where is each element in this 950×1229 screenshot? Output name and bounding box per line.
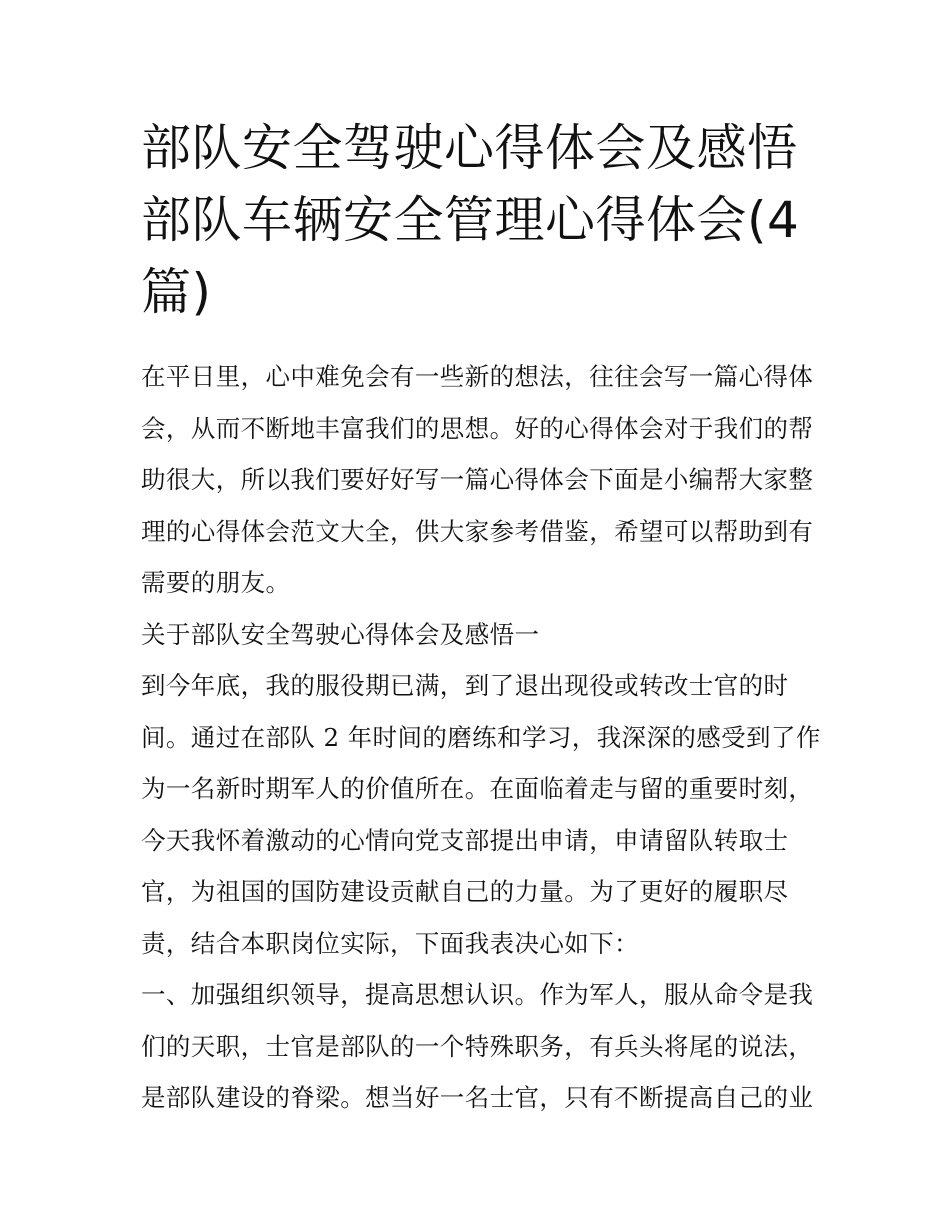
text-line: 们的天职，士官是部队的一个特殊职务，有兵头将尾的说法， [141,1031,814,1061]
title-line: 部队车辆安全管理心得体会(4 [141,191,800,249]
text-line: 是部队建设的脊梁。想当好一名士官，只有不断提高自己的业 [141,1083,814,1112]
text-line: 在平日里，心中难免会有一些新的想法，往往会写一篇心得体 [141,362,814,391]
document-title [141,112,821,328]
text-line: 助很大，所以我们要好好写一篇心得体会下面是小编帮大家整 [141,465,814,494]
title-line: 篇) [141,263,212,321]
section-heading [141,609,821,661]
text-line: 理的心得体会范文大全，供大家参考借鉴，希望可以帮助到有 [141,516,814,546]
text-line: 会，从而不断地丰富我们的思想。好的心得体会对于我们的帮 [141,413,814,443]
text-line: 关于部队安全驾驶心得体会及感悟一 [141,619,540,649]
text-line: 官，为祖国的国防建设贡献自己的力量。为了更好的履职尽 [141,877,789,906]
title-line: 部队安全驾驶心得体会及感悟 [141,119,798,177]
body-paragraph [141,969,821,1124]
text-line: 今天我怀着激动的心情向党支部提出申请，申请留队转取士 [141,825,789,855]
text-line: 间。通过在部队 2 年时间的磨练和学习，我深深的感受到了作 [141,722,821,752]
text-line: 责，结合本职岗位实际，下面我表决心如下： [141,928,639,958]
document-body [141,351,821,1124]
text-line: 到今年底，我的服役期已满，到了退出现役或转改士官的时 [141,671,789,700]
intro-paragraph [141,351,821,609]
text-line: 为一名新时期军人的价值所在。在面临着走与留的重要时刻， [141,774,814,803]
text-line: 需要的朋友。 [141,568,291,597]
body-paragraph [141,660,821,969]
text-line: 一、加强组织领导，提高思想认识。作为军人，服从命令是我 [141,980,814,1009]
